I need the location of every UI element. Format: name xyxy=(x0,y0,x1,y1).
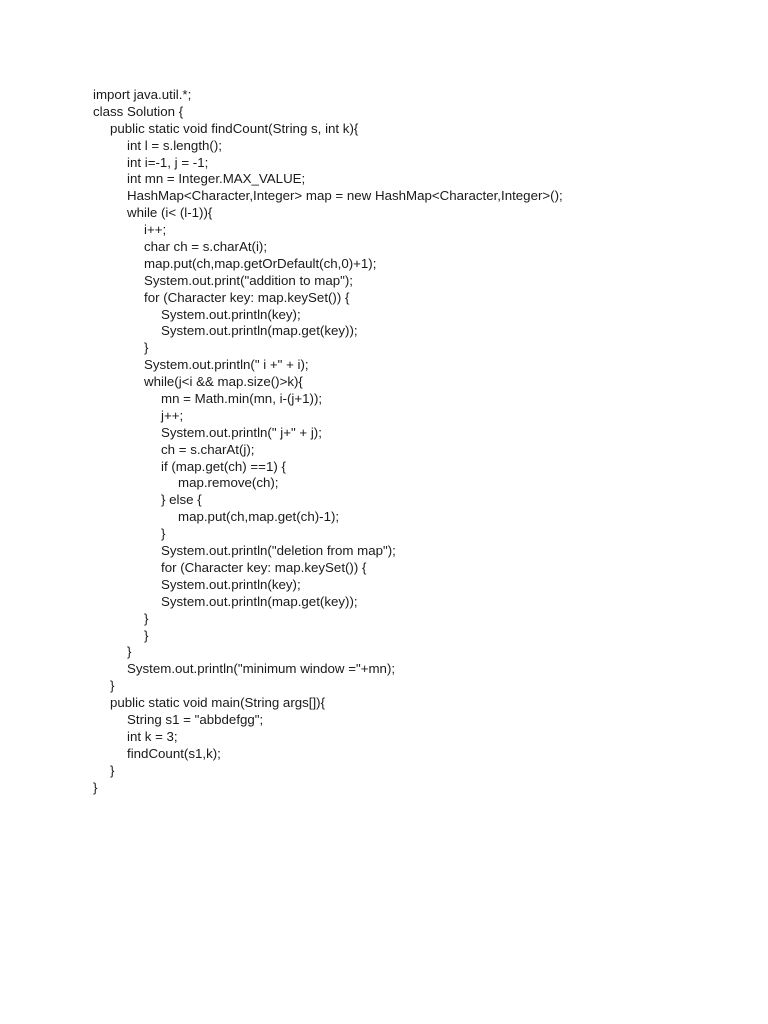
code-line: int l = s.length(); xyxy=(127,137,222,153)
code-line: public static void findCount(String s, int k){ xyxy=(110,120,359,136)
code-line: System.out.println("minimum window ="+mn); xyxy=(127,661,396,677)
code-line: int mn = Integer.MAX_VALUE; xyxy=(127,171,306,187)
code-line: System.out.println(map.get(key)); xyxy=(161,593,358,609)
code-line: } xyxy=(127,644,132,660)
code-line: } xyxy=(93,779,98,795)
code-line: class Solution { xyxy=(93,103,184,119)
code-line: char ch = s.charAt(i); xyxy=(144,239,268,255)
code-line: } xyxy=(144,610,149,626)
code-line: map.remove(ch); xyxy=(178,475,279,491)
code-line: import java.util.*; xyxy=(93,87,192,102)
code-line: System.out.println(" j+" + j); xyxy=(161,424,322,440)
code-line: int k = 3; xyxy=(127,728,178,744)
code-line: HashMap<Character,Integer> map = new HashMap<Character,Integer>(); xyxy=(127,188,563,204)
code-line: findCount(s1,k); xyxy=(127,745,221,761)
code-line: public static void main(String args[]){ xyxy=(110,695,326,711)
code-line: } xyxy=(161,526,166,542)
code-line: while (i< (l-1)){ xyxy=(127,205,213,221)
code-line: j++; xyxy=(161,407,184,423)
code-line: } else { xyxy=(161,492,202,508)
code-line: map.put(ch,map.get(ch)-1); xyxy=(178,509,340,525)
code-line: for (Character key: map.keySet()) { xyxy=(144,289,350,305)
code-line: } xyxy=(110,678,115,694)
code-line: for (Character key: map.keySet()) { xyxy=(161,559,367,575)
code-line: System.out.println("deletion from map"); xyxy=(161,543,396,559)
code-line: ch = s.charAt(j); xyxy=(161,441,255,457)
code-line: int i=-1, j = -1; xyxy=(127,154,209,170)
code-line: System.out.println(key); xyxy=(161,306,301,322)
code-line: System.out.println(" i +" + i); xyxy=(144,357,309,373)
code-line: map.put(ch,map.getOrDefault(ch,0)+1); xyxy=(144,255,377,271)
code-line: String s1 = "abbdefgg"; xyxy=(127,711,264,727)
code-line: i++; xyxy=(144,222,167,238)
code-line: System.out.println(key); xyxy=(161,576,301,592)
code-line: mn = Math.min(mn, i-(j+1)); xyxy=(161,391,323,407)
code-line: } xyxy=(110,762,115,778)
code-line: if (map.get(ch) ==1) { xyxy=(161,458,286,474)
code-line: } xyxy=(144,340,149,356)
code-listing xyxy=(93,87,563,796)
code-line: System.out.println(map.get(key)); xyxy=(161,323,358,339)
code-line: System.out.print("addition to map"); xyxy=(144,272,353,288)
code-line: } xyxy=(144,627,149,643)
code-line: while(j<i && map.size()>k){ xyxy=(144,374,303,390)
